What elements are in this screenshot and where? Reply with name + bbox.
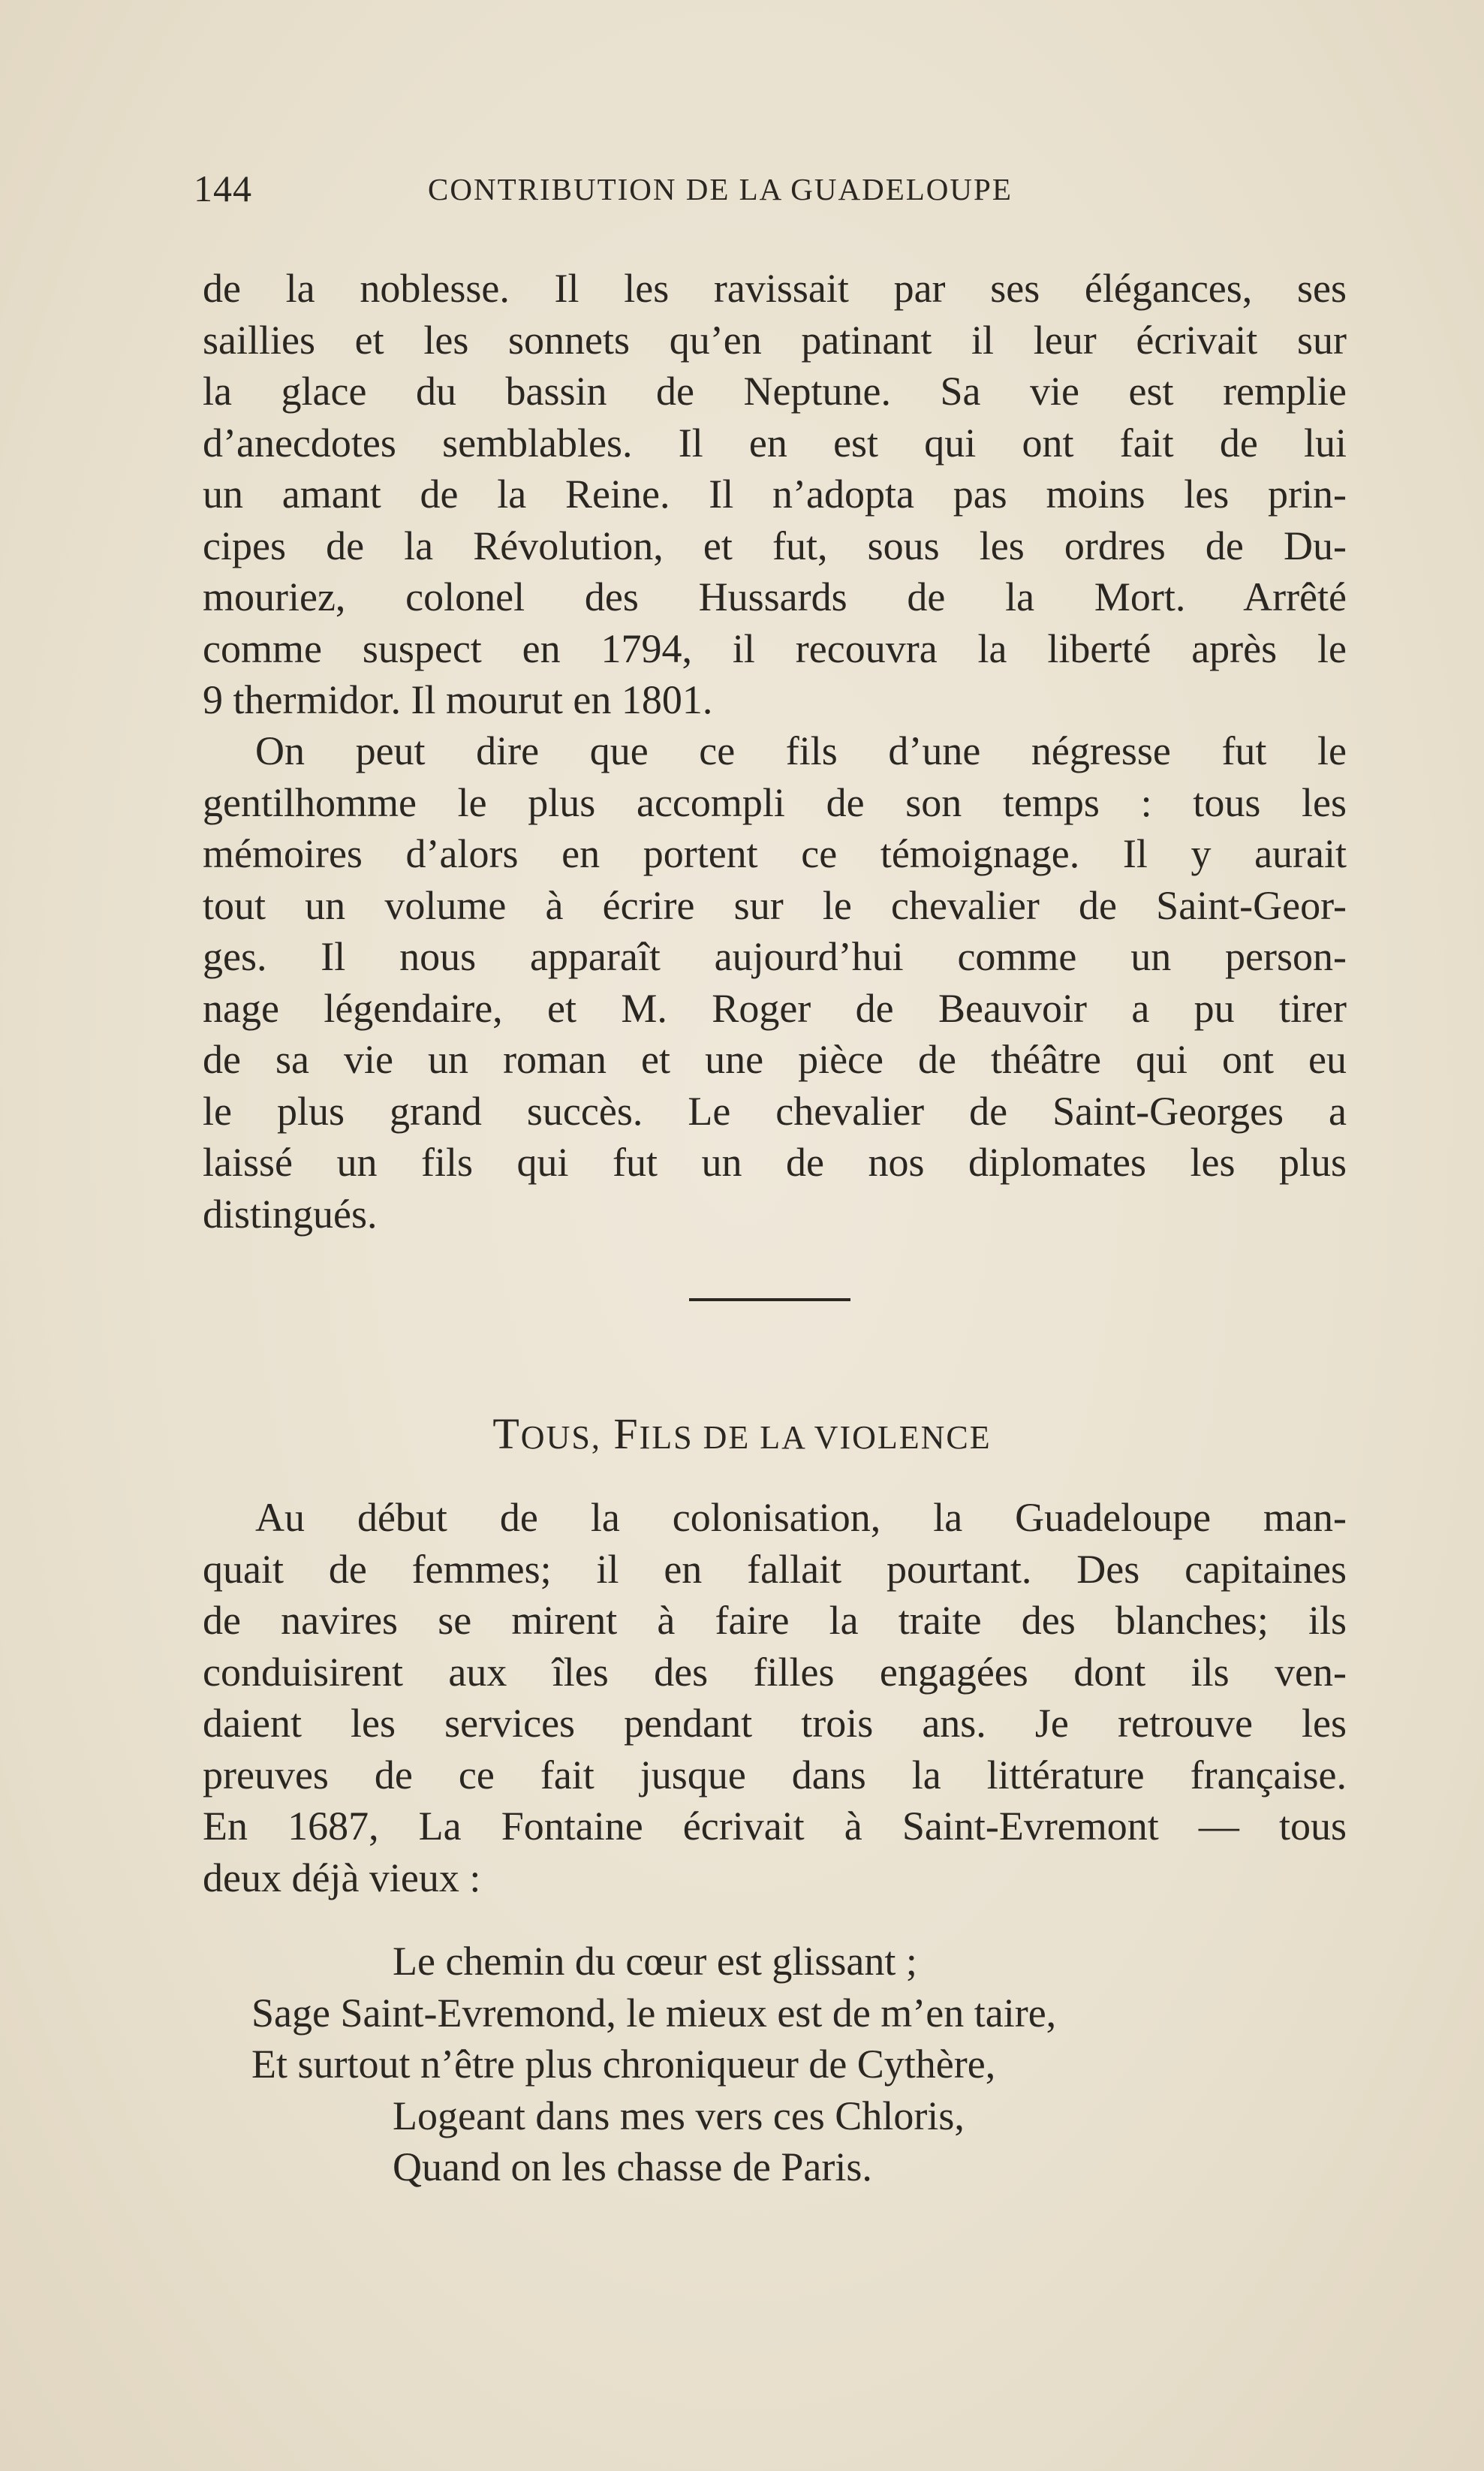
text-line: quait de femmes; il en fallait pourtant. Des capitaines xyxy=(203,1546,1347,1592)
verse-line: Et surtout n’être plus chroniqueur de Cythère, xyxy=(251,2042,996,2087)
text-line: tout un volume à écrire sur le chevalier de Saint-Geor- xyxy=(203,882,1347,928)
verse-line: Le chemin du cœur est glissant ; xyxy=(393,1939,917,1984)
verse-line: Sage Saint-Evremond, le mieux est de m’en taire, xyxy=(251,1990,1057,2036)
text-line: le plus grand succès. Le chevalier de Saint-Georges a xyxy=(203,1088,1347,1134)
verse-line: Logeant dans mes vers ces Chloris, xyxy=(393,2093,965,2138)
section-divider xyxy=(689,1298,850,1301)
text-line: saillies et les sonnets qu’en patinant il leur écrivait sur xyxy=(203,317,1347,363)
verse-line: Quand on les chasse de Paris. xyxy=(393,2144,872,2189)
text-line: cipes de la Révolution, et fut, sous les ordres de Du- xyxy=(203,523,1347,568)
section-title-smallcaps: ILS DE LA VIOLENCE xyxy=(639,1419,992,1456)
running-title: CONTRIBUTION DE LA GUADELOUPE xyxy=(428,172,1013,206)
text-line: de navires se mirent à faire la traite des blanches; ils xyxy=(203,1598,1347,1643)
text-line: laissé un fils qui fut un de nos diplomates les plus xyxy=(203,1140,1347,1185)
text-line: gentilhomme le plus accompli de son temps : tous les xyxy=(203,779,1347,825)
text-line: de la noblesse. Il les ravissait par ses élégances, ses xyxy=(203,266,1347,311)
text-line: un amant de la Reine. Il n’adopta pas moins les prin- xyxy=(203,472,1347,517)
text-line: deux déjà vieux : xyxy=(203,1855,481,1900)
text-line: conduisirent aux îles des filles engagées dont ils ven- xyxy=(203,1649,1347,1695)
text-line: On peut dire que ce fils d’une négresse fut le xyxy=(255,728,1347,773)
text-line: En 1687, La Fontaine écrivait à Saint-Evremont — tous xyxy=(203,1804,1347,1849)
text-line: 9 thermidor. Il mourut en 1801. xyxy=(203,677,713,722)
section-title-smallcaps: OUS, xyxy=(520,1419,601,1456)
verse-quotation xyxy=(251,1936,1056,2193)
text-line: comme suspect en 1794, il recouvra la liberté après le xyxy=(203,625,1347,671)
text-line: daient les services pendant trois ans. Je retrouve les xyxy=(203,1701,1347,1746)
text-line: preuves de ce fait jusque dans la littérature française. xyxy=(203,1752,1347,1798)
text-line: de sa vie un roman et une pièce de théâtre qui ont eu xyxy=(203,1037,1347,1082)
section-title-cap: T xyxy=(492,1409,521,1458)
text-line: distingués. xyxy=(203,1191,378,1237)
text-line: ges. Il nous apparaît aujourd’hui comme un person- xyxy=(203,934,1347,979)
text-line: mémoires d’alors en portent ce témoignage. Il y aurait xyxy=(203,831,1347,876)
section-title xyxy=(0,1409,1484,1459)
text-line: nage légendaire, et M. Roger de Beauvoir a pu tirer xyxy=(203,985,1347,1031)
paragraph-1 xyxy=(203,263,1347,726)
text-line: Au début de la colonisation, la Guadeloupe man- xyxy=(255,1495,1347,1540)
paragraph-3 xyxy=(203,1492,1347,1903)
running-head xyxy=(194,167,1342,212)
text-line: d’anecdotes semblables. Il en est qui ont fait de lui xyxy=(203,420,1347,466)
paragraph-2 xyxy=(203,725,1347,1240)
text-line: la glace du bassin de Neptune. Sa vie est remplie xyxy=(203,369,1347,414)
page-number: 144 xyxy=(194,167,252,209)
section-title-cap: F xyxy=(613,1409,640,1458)
text-line: mouriez, colonel des Hussards de la Mort. Arrêté xyxy=(203,574,1347,619)
